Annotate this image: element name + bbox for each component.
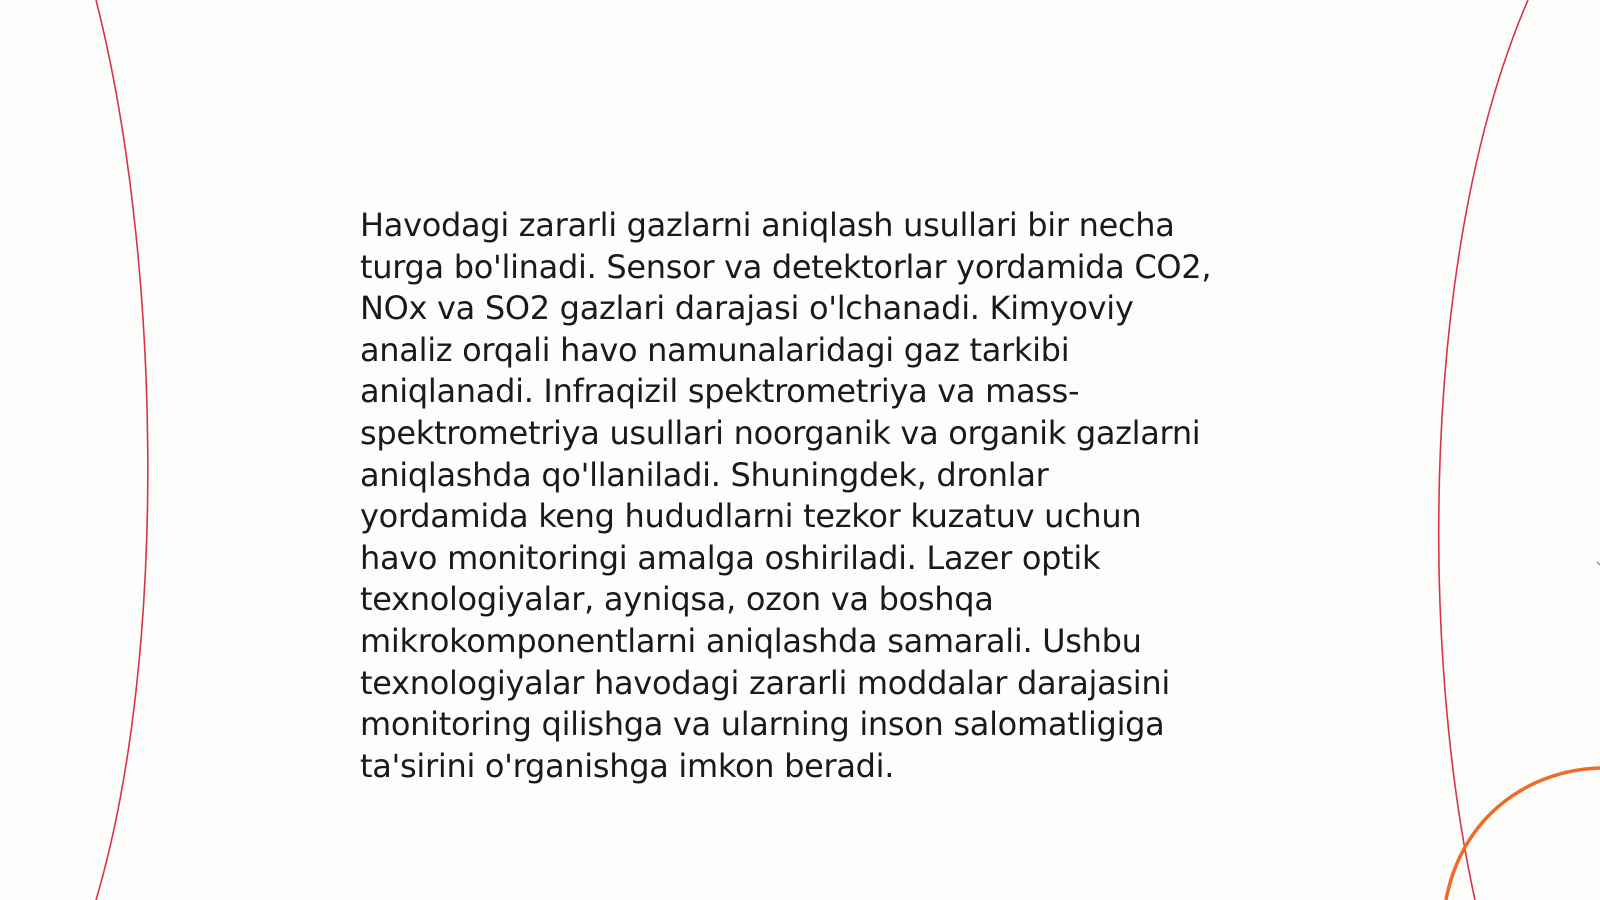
body-line: texnologiyalar, ayniqsa, ozon va boshqa [360,580,994,619]
body-line: spektrometriya usullari noorganik va organik gazlarni [360,413,1201,452]
body-line: Havodagi zararli gazlarni aniqlash usullari bir necha [360,206,1175,244]
body-line: yordamida keng hududlarni tezkor kuzatuv uchun [360,497,1142,536]
body-line: aniqlanadi. Infraqizil spektrometriya va mass- [360,372,1080,411]
body-line: mikrokomponentlarni aniqlashda samarali. Ushbu [360,621,1142,660]
body-line: havo monitoringi amalga oshiriladi. Lazer optik [360,538,1101,577]
body-line: turga bo'linadi. Sensor va detektorlar yordamida CO2, [360,247,1212,286]
body-line: texnologiyalar havodagi zararli moddalar darajasini [360,663,1170,702]
left-curve-line [96,0,148,900]
orange-arc [1446,768,1600,900]
body-line: NOx va SO2 gazlari darajasi o'lchanadi. Kimyoviy [360,289,1134,328]
body-line: ta'sirini o'rganishga imkon beradi. [360,746,895,785]
body-line: analiz orqali havo namunalaridagi gaz tarkibi [360,330,1070,369]
body-line: aniqlashda qo'llaniladi. Shuningdek, dronlar [360,455,1049,494]
body-line: monitoring qilishga va ularning inson salomatligiga [360,705,1165,744]
body-paragraph [360,205,1260,787]
right-curve-line [1439,0,1528,900]
